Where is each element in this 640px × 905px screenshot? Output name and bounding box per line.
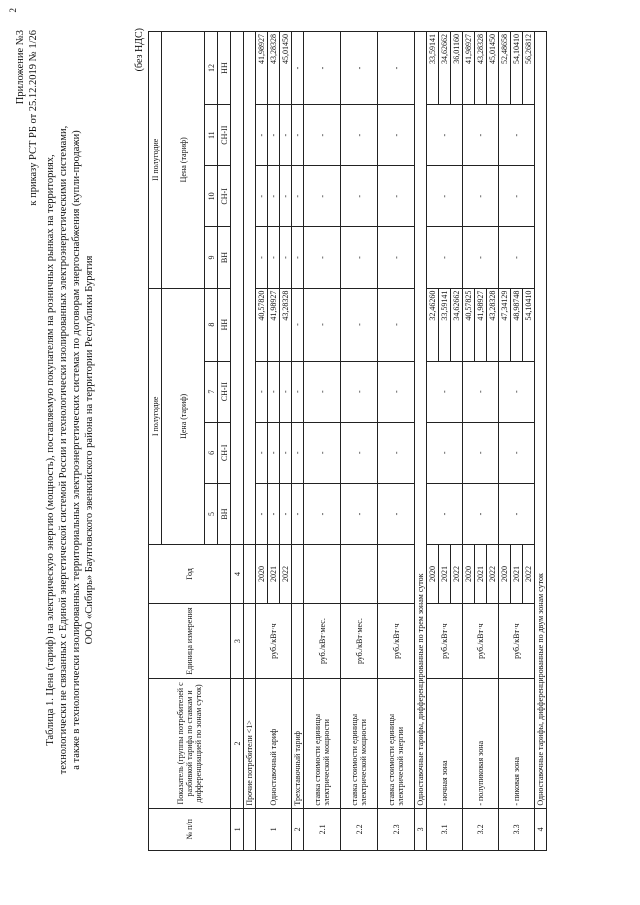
year-cell: 2022 (523, 545, 535, 604)
row-unit: руб./кВт·ч (378, 603, 415, 678)
value-cell: 43,28328 (475, 32, 487, 105)
row-label: - полупиковая зона (463, 679, 499, 808)
year-cell: 2021 (268, 545, 280, 604)
row-label: Одноставочный тариф (256, 679, 292, 808)
header-nn: НН (218, 32, 231, 105)
header-unit: Единица измерения (149, 603, 231, 678)
value-cell: 41,98927 (256, 32, 268, 105)
value-cell: 41,98927 (268, 288, 280, 361)
year-cell: 2021 (439, 545, 451, 604)
row-num: 4 (535, 808, 547, 850)
colnum: 3 (231, 603, 244, 678)
appendix-header (14, 30, 40, 206)
corner-mark: 2 (8, 8, 18, 13)
colnum: 5 (205, 483, 218, 544)
year-cell: 2020 (463, 545, 475, 604)
table-row: 2.1 ставка стоимости единицы электрической мощности руб./кВт·мес. - - - - - - - - (304, 32, 341, 851)
table-row: 2.3 ставка стоимости единицы электрической энергии руб./кВт·ч - - - - - - - - (378, 32, 415, 851)
row-num: 3.3 (499, 808, 535, 850)
value-cell: 40,57825 (463, 288, 475, 361)
header-price-1: Цена (тариф) (162, 288, 205, 545)
table-row: 3.3 - пиковая зона руб./кВт·ч 2020 - - - 47,34129 - - - 52,48658 (499, 32, 511, 851)
section-row (415, 32, 427, 851)
value-cell: 32,46260 (427, 288, 439, 361)
row-num: 2.1 (304, 808, 341, 850)
table-row: 2022 - - - 43,28328 - - - 45,01450 (280, 32, 292, 851)
colnum: 11 (205, 105, 218, 166)
header-sn1: СН-I (218, 422, 231, 483)
value-cell: 52,48658 (499, 32, 511, 105)
value-cell: 36,01160 (451, 32, 463, 105)
table-row: 3.1 - ночная зона руб./кВт·ч 2020 - - - 32,46260 - - - 33,59141 (427, 32, 439, 851)
row-num: 2.3 (378, 808, 415, 850)
colnum: 4 (231, 545, 244, 604)
row-unit: руб./кВт·ч (499, 603, 535, 678)
row-label: ставка стоимости единицы электрической мощности (304, 679, 341, 808)
section-row (535, 32, 547, 851)
header-row-1 (149, 32, 162, 851)
row-unit: руб./кВт·мес. (304, 603, 341, 678)
title-line2: технологически не связанных с Единой энергетической системой России и технологически изолированных электроэнергетическими системами, (58, 125, 69, 775)
header-num: № п/п (149, 808, 231, 850)
value-cell: 56,26812 (523, 32, 535, 105)
year-cell: 2021 (511, 545, 523, 604)
value-cell: 54,10410 (523, 288, 535, 361)
header-nn: НН (218, 288, 231, 361)
row-label: - пиковая зона (499, 679, 535, 808)
year-cell: 2022 (487, 545, 499, 604)
section-row (244, 32, 256, 851)
row-label: - ночная зона (427, 679, 463, 808)
table-row: 1 Одноставочный тариф руб./кВт·ч 2020 - - - 40,57820 - - - 41,98927 (256, 32, 268, 851)
colnum: 6 (205, 422, 218, 483)
section1-title: Прочие потребители <1> (244, 679, 256, 808)
row-unit: руб./кВт·ч (256, 603, 292, 678)
tariff-table (148, 31, 547, 851)
section4-title: Одноставочные тарифы, дифференцированные по двум зонам суток (535, 32, 547, 809)
table-row: 2021 - - - 41,98927 - - - 43,28328 (268, 32, 280, 851)
row-num: 2.2 (341, 808, 378, 850)
table-row: 2.2 ставка стоимости единицы электрической мощности руб./кВт·мес. - - - - - - - - (341, 32, 378, 851)
header-indicator: Показатель (группы потребителей с разбивкой тарифа по ставкам и дифференциацией по зонам суток) (149, 679, 231, 808)
title-line4: ООО «Сибирь» Баунтовского эвенкийского района на территории Республики Бурятия (84, 255, 95, 645)
table-row: 3.2 - полупиковая зона руб./кВт·ч 2020 - - - 40,57825 - - - 41,98927 (463, 32, 475, 851)
colnum: 9 (205, 227, 218, 288)
header-half1: I полугодие (149, 288, 162, 545)
value-cell: 45,01450 (280, 32, 292, 105)
value-cell: 34,62662 (439, 32, 451, 105)
value-cell: 40,57820 (256, 288, 268, 361)
value-cell: 41,98927 (463, 32, 475, 105)
appendix-line1: Приложение №3 (15, 30, 26, 105)
row-num: 3.2 (463, 808, 499, 850)
table-row: 2 Трехставочный тариф - - - - - - - - (292, 32, 304, 851)
row-unit: руб./кВт·мес. (341, 603, 378, 678)
year-cell: 2020 (256, 545, 268, 604)
row-unit: руб./кВт·ч (427, 603, 463, 678)
value-cell: 33,59141 (427, 32, 439, 105)
value-cell: 34,62662 (451, 288, 463, 361)
value-cell: 43,28328 (487, 288, 499, 361)
value-cell: 48,98748 (511, 288, 523, 361)
year-cell: 2021 (475, 545, 487, 604)
header-colnums-1-4 (231, 32, 244, 851)
colnum: 7 (205, 361, 218, 422)
row-num: 3.1 (427, 808, 463, 850)
value-cell: 43,28328 (268, 32, 280, 105)
appendix-line2: к приказу РСТ РБ от 25.12.2019 № 1/26 (28, 30, 39, 206)
row-label: ставка стоимости единицы электрической мощности (341, 679, 378, 808)
colnum: 1 (231, 808, 244, 850)
header-sn2: СН-II (218, 105, 231, 166)
vat-note: (без НДС) (134, 28, 145, 72)
row-label: ставка стоимости единицы электрической энергии (378, 679, 415, 808)
header-vn: ВН (218, 227, 231, 288)
title-line3: а также в технологически изолированных территориальных электроэнергетических системах по договорам энергоснабжения (купли-продажи) (71, 130, 82, 770)
row-num: 1 (256, 808, 292, 850)
colnum: 8 (205, 288, 218, 361)
value-cell: 41,98927 (475, 288, 487, 361)
row-num: 2 (292, 808, 304, 850)
header-half2: II полугодие (149, 32, 162, 289)
value-cell: 54,10410 (511, 32, 523, 105)
row-unit: руб./кВт·ч (463, 603, 499, 678)
year-cell: 2020 (499, 545, 511, 604)
title-line1: Таблица 1. Цена (тариф) на электрическую энергию (мощность), поставляемую покупателям на розничных рынках на территориях, (45, 154, 56, 746)
header-vn: ВН (218, 483, 231, 544)
section3-title: Одноставочные тарифы, дифференцированные по трем зонам суток (415, 32, 427, 809)
colnum: 12 (205, 32, 218, 105)
value-cell: 45,01450 (487, 32, 499, 105)
year-cell: 2020 (427, 545, 439, 604)
year-cell: 2022 (280, 545, 292, 604)
colnum: 10 (205, 166, 218, 227)
value-cell: 43,28328 (280, 288, 292, 361)
header-sn2: СН-II (218, 361, 231, 422)
year-cell: 2022 (451, 545, 463, 604)
value-cell: 33,59141 (439, 288, 451, 361)
header-sn1: СН-I (218, 166, 231, 227)
header-year: Год (149, 545, 231, 604)
value-cell: 47,34129 (499, 288, 511, 361)
row-num: 3 (415, 808, 427, 850)
colnum: 2 (231, 679, 244, 808)
row-label: Трехставочный тариф (292, 679, 304, 808)
table-title (44, 65, 96, 835)
header-price-2: Цена (тариф) (162, 32, 205, 289)
